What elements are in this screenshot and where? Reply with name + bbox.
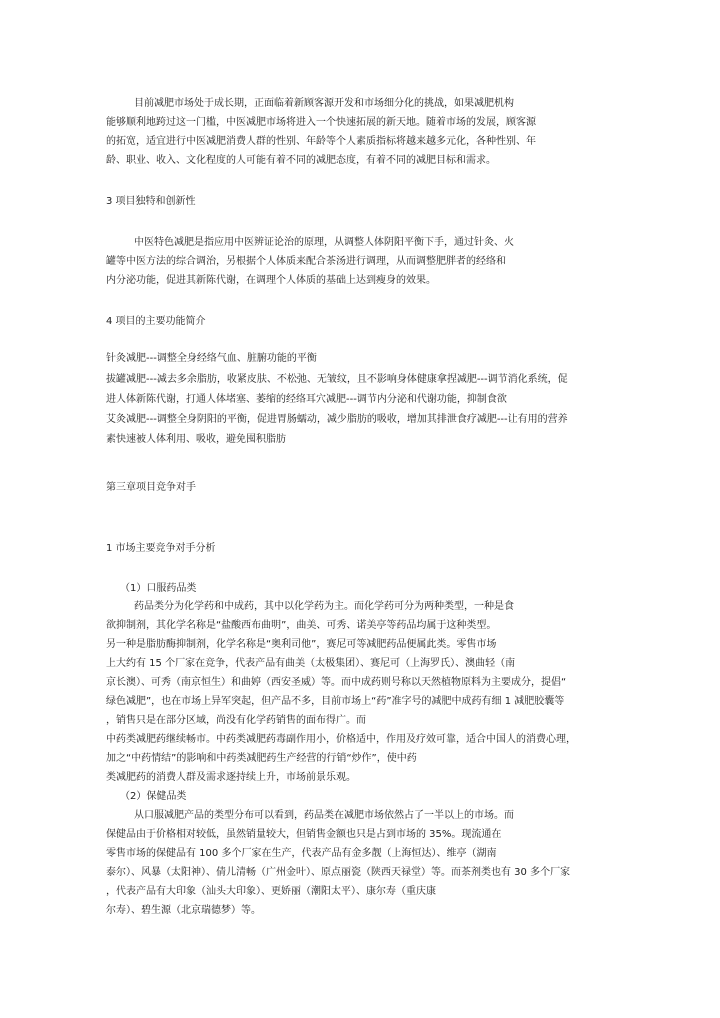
section-heading: 1 市场主要竞争对手分析 [106,543,216,554]
drug-line: 加之“中药情结”的影响和中药类减肥药生产经营的行销“炒作”，使中药 [106,753,417,764]
drug-line: 欲抑制剂，其化学名称是“盐酸西布曲明”，曲美、可秀、诺美亭等药品均属于这种类型。 [106,620,497,631]
drug-line: ，销售只是在部分区域，尚没有化学药销售的面布得广。而 [106,715,366,726]
health-line: 尔寿）、碧生源（北京瑞德梦）等。 [106,905,261,916]
section3-line: 中医特色减肥是指应用中医辨证论治的原理，从调整人体阴阳平衡下手，通过针灸、火 [134,237,514,248]
health-line: 零售市场的保健品有 100 多个厂家在生产，代表产品有金多靓（上海恒达）、维亭（湖南 [106,848,497,859]
health-line: ，代表产品有大印象（汕头大印象）、更娇丽（潮阳太平）、康尔寿（重庆康 [106,886,436,897]
drug-line: 中药类减肥药继续畅市。中药类减肥药毒副作用小，价格适中，作用及疗效可靠，适合中国人的消费心理， [106,734,576,745]
section3-line: 罐等中医方法的综合调治，另根据个人体质来配合茶汤进行调理，从而调整肥胖者的经络和 [106,256,506,267]
drug-line: 另一种是脂肪酶抑制剂，化学名称是“奥利司他”，赛尼可等减肥药品便属此类。零售市场 [106,639,497,650]
function-line: 针灸减肥---调整全身经络气血、脏腑功能的平衡 [106,353,317,364]
drug-line: 京长澳）、可秀（南京恒生）和曲婷（西安圣威）等。而中成药则号称以天然植物原料为主要成分，提倡“ [106,677,567,688]
subsection-heading: （2）保健品类 [120,791,187,802]
section-heading: 4 项目的主要功能简介 [106,316,206,327]
function-line: 艾灸减肥---调整全身阴阳的平衡，促进胃肠蠕动，减少脂肪的吸收，增加其排泄食疗减肥---让有用的营养 [106,414,568,425]
drug-line: 上大约有 15 个厂家在竞争，代表产品有曲美（太极集团）、赛尼可（上海罗氏）、澳曲轻（南 [106,658,516,669]
function-line: 素快速被人体利用、吸收，避免囤积脂肪 [106,434,286,445]
intro-line: 龄、职业、收入、文化程度的人可能有着不同的减肥态度，有着不同的减肥目标和需求。 [106,155,496,166]
subsection-heading: （1）口服药品类 [120,583,197,594]
health-line: 泰尔）、风暴（太阳神）、倩儿清畅（广州金叶）、原点丽瓷（陕西天禄堂）等。而茶剂类也有 30 多个厂家 [106,867,571,878]
drug-line: 绿色减肥”，也在市场上异军突起，但产品不多，目前市场上“药”准字号的减肥中成药有细 1 减肥胶囊等 [106,696,565,707]
function-line: 拔罐减肥---减去多余脂肪，收紧皮肤、不松弛、无皱纹，且不影响身体健康拿捏减肥---调节消化系统，促 [106,374,568,385]
intro-line: 能够顺利地跨过这一门槛，中医减肥市场将进入一个快速拓展的新天地。随着市场的发展，顾客源 [106,117,536,128]
section-heading: 3 项目独特和创新性 [106,196,196,207]
function-line: 进人体新陈代谢，打通人体堵塞、萎缩的经络耳穴减肥---调节内分泌和代谢功能，抑制食欲 [106,394,507,405]
drug-line: 类减肥药的消费人群及需求逐持续上升，市场前景乐观。 [106,772,356,783]
health-line: 从口服减肥产品的类型分布可以看到，药品类在减肥市场依然占了一半以上的市场。而 [134,810,514,821]
health-line: 保健品由于价格相对较低，虽然销量较大，但销售金额也只是占到市场的 35%。现流通在 [106,829,502,840]
intro-line: 目前减肥市场处于成长期，正面临着新顾客源开发和市场细分化的挑战，如果减肥机构 [134,98,514,109]
section3-line: 内分泌功能，促进其新陈代谢，在调理个人体质的基础上达到瘦身的效果。 [106,275,436,286]
intro-line: 的拓宽，适宜进行中医减肥消费人群的性别、年龄等个人素质指标将越来越多元化，各种性别、年 [106,136,536,147]
chapter-heading: 第三章项目竞争对手 [106,482,196,493]
drug-line: 药品类分为化学药和中成药，其中以化学药为主。而化学药可分为两种类型，一种是食 [134,601,514,612]
